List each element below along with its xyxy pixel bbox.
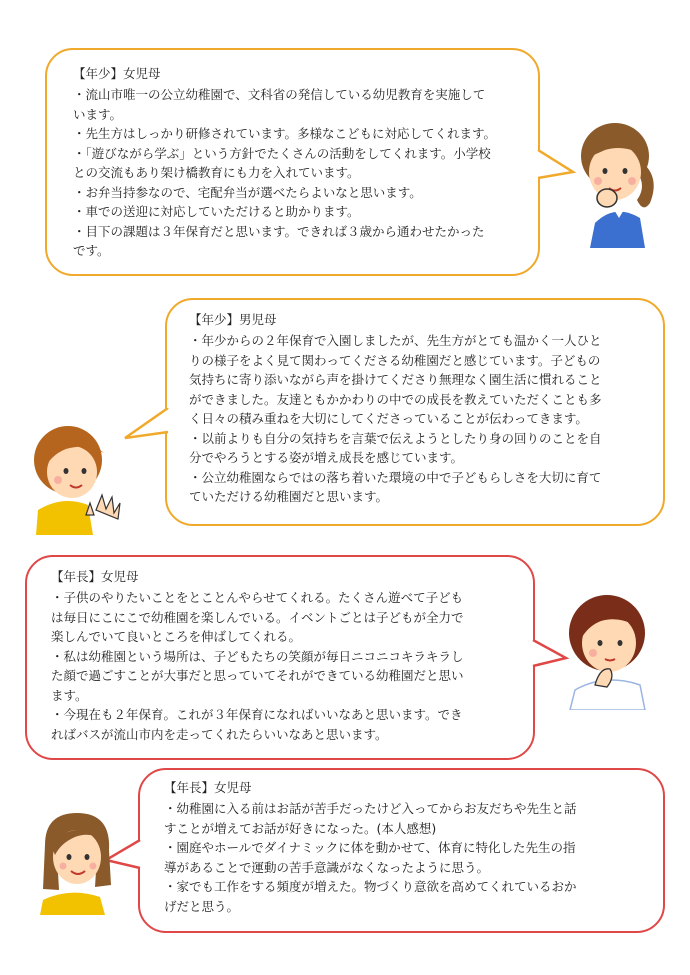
comment-line: ・今現在も２年保育。これが３年保育になればいいなあと思います。でき: [51, 707, 463, 722]
comment-line: く日々の積み重ねを大切にしてくださっていることが伝わってきます。: [189, 411, 588, 426]
comment-line: ・家でも工作をする頻度が増えた。物づくり意欲を高めてくれているおか: [164, 879, 577, 894]
mother-avatar-icon: [35, 805, 125, 915]
comment-title: 【年長】女児母: [164, 780, 252, 795]
comment-line: 分でやろうとする姿が増え成長を感じています。: [189, 450, 464, 465]
comment-line: ていただける幼稚園だと思います。: [189, 489, 389, 504]
comment-line: ます。: [51, 687, 88, 703]
comment-line: ・子供のやりたいことをとことんやらせてくれる。たくさん遊べて子ども: [51, 590, 464, 605]
comment-line: 導があることで運動の苦手意識がなくなったように思う。: [164, 859, 490, 875]
comment-line: た顔で過ごすことが大事だと思っていてそれができている幼稚園だと思い: [51, 668, 464, 683]
comment-title: 【年少】男児母: [189, 312, 277, 327]
comment-line: ができました。友達ともかかわりの中での成長を教えていただくことも多: [189, 391, 602, 407]
comment-line: ・お弁当持参なので、宅配弁当が選べたらよいなと思います。: [73, 184, 422, 200]
comment-line: ・公立幼稚園ならではの落ち着いた環境の中で子どもらしさを大切に育て: [189, 469, 602, 485]
comment-title: 【年長】女児母: [51, 569, 139, 584]
comment-line: ・私は幼稚園という場所は、子どもたちの笑顔が毎日ニコニコキラキラし: [51, 648, 464, 664]
comment-bubble-3: [25, 555, 535, 760]
comment-bubble-1: [45, 48, 540, 276]
mother-avatar-icon: [555, 585, 665, 710]
comment-line: は毎日にこにこで幼稚園を楽しんでいる。イベントごとは子どもが全力で: [51, 609, 464, 625]
comment-line: ・幼稚園に入る前はお話が苦手だったけど入ってからお友だちや先生と話: [164, 801, 577, 816]
comment-line: ・年少からの２年保育で入園しましたが、先生方がとても温かく一人ひと: [189, 333, 602, 348]
comment-bubble-2: [165, 298, 665, 526]
comment-line: 気持ちに寄り添いながら声を掛けてくださり無理なく園生活に慣れること: [189, 372, 602, 387]
comment-line: すことが増えてお話が好きになった。(本人感想): [164, 820, 437, 836]
comment-line: 楽しんでいて良いところを伸ばしてくれる。: [51, 629, 302, 644]
comment-line: ・園庭やホールでダイナミックに体を動かせて、体育に特化した先生の指: [164, 840, 576, 855]
comment-line: ・以前よりも自分の気持ちを言葉で伝えようとしたり身の回りのことを自: [189, 430, 602, 446]
mother-avatar-icon: [28, 415, 138, 535]
mother-avatar-icon: [565, 108, 670, 248]
comment-line: ればバスが流山市内を走ってくれたらいいなあと思います。: [51, 726, 388, 742]
comment-title: 【年少】女児母: [73, 66, 161, 81]
comment-line: ・車での送迎に対応していただけると助かります。: [73, 204, 360, 219]
comment-line: です。: [73, 243, 110, 258]
comment-line: います。: [73, 106, 123, 122]
comment-line: ・「遊びながら学ぶ」という方針でたくさんの活動をしてくれます。小学校: [73, 145, 491, 161]
comment-line: げだと思う。: [164, 898, 240, 914]
comment-line: ・目下の課題は３年保育だと思います。できれば３歳から通わせたかった: [73, 223, 485, 239]
comment-line: との交流もあり架け橋教育にも力を入れています。: [73, 165, 360, 180]
comment-line: ・先生方はしっかり研修されています。多様なこどもに対応してくれます。: [73, 126, 497, 141]
comment-line: ・流山市唯一の公立幼稚園で、文科省の発信している幼児教育を実施して: [73, 87, 486, 102]
comment-bubble-4: [138, 768, 665, 933]
comment-line: りの様子をよく見て関わってくださる幼稚園だと感じています。子どもの: [189, 352, 601, 368]
